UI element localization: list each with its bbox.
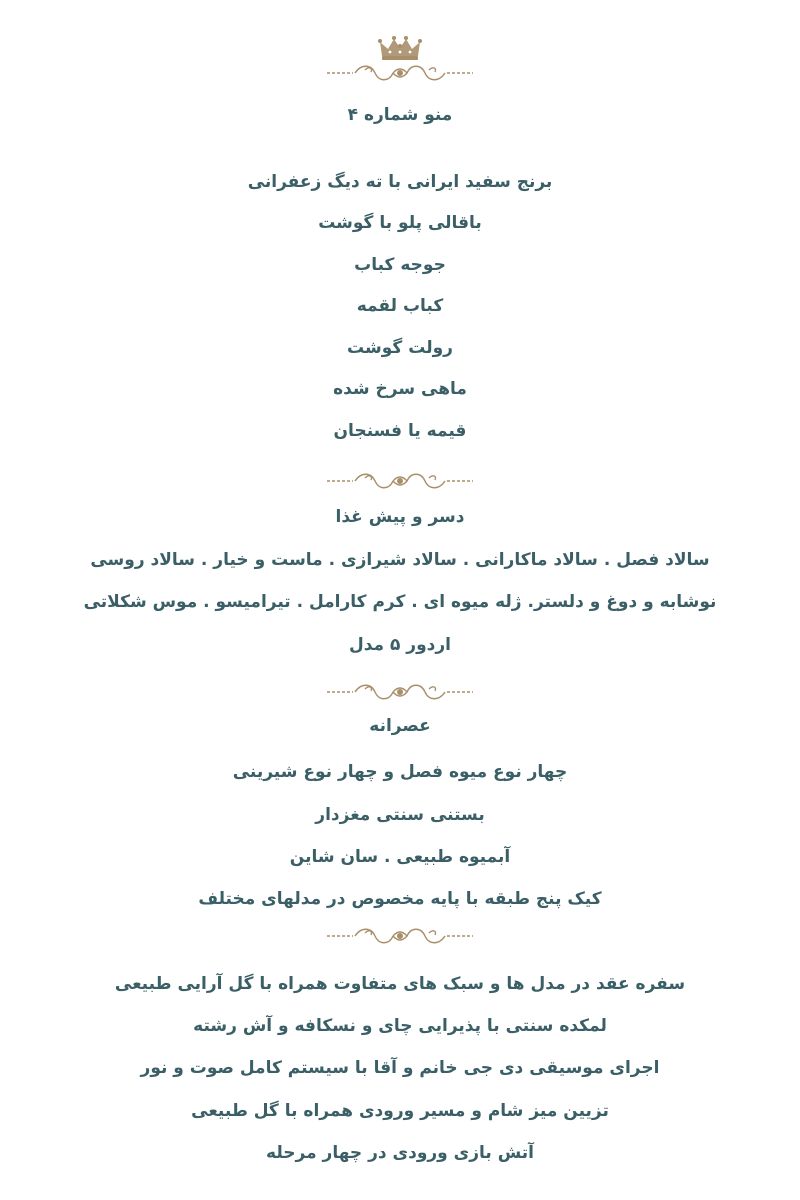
ornamental-divider-icon <box>0 925 800 947</box>
afternoon-heading: عصرانه <box>369 716 431 736</box>
service-line: تزیین میز شام و مسیر ورودی همراه با گل طبیعی <box>191 1101 609 1121</box>
service-line: اجرای موسیقی دی جی خانم و آقا با سیستم کامل صوت و نور <box>140 1058 660 1078</box>
dessert-heading: دسر و پیش غذا <box>335 507 465 527</box>
ornamental-divider-icon <box>0 681 800 703</box>
main-dish-item: قیمه یا فسنجان <box>333 421 467 441</box>
dessert-line: نوشابه و دوغ و دلستر. ژله میوه ای . کرم کارامل . تیرامیسو . موس شکلاتی <box>83 592 717 612</box>
main-dish-item: رولت گوشت <box>347 338 453 358</box>
main-dish-item: جوجه کباب <box>354 255 446 275</box>
service-line: آتش بازی ورودی در چهار مرحله <box>266 1143 534 1163</box>
ornamental-divider-icon <box>0 470 800 492</box>
dessert-line: سالاد فصل . سالاد ماکارانی . سالاد شیرازی . ماست و خیار . سالاد روسی <box>90 550 710 570</box>
service-line: سفره عقد در مدل ها و سبک های متفاوت همراه با گل آرایی طبیعی <box>114 974 686 994</box>
ornamental-divider-icon <box>0 62 800 84</box>
main-dish-item: کباب لقمه <box>356 296 444 316</box>
afternoon-line: کیک پنج طبقه با پایه مخصوص در مدلهای مختلف <box>198 889 602 909</box>
dessert-line: اردور ۵ مدل <box>348 635 452 655</box>
afternoon-line: آبمیوه طبیعی . سان شاین <box>289 847 511 867</box>
afternoon-line: چهار نوع میوه فصل و چهار نوع شیرینی <box>232 762 568 782</box>
service-line: لمکده سنتی با پذیرایی چای و نسکافه و آش رشته <box>193 1016 607 1036</box>
afternoon-line: بستنی سنتی مغزدار <box>315 805 485 825</box>
main-dish-item: ماهی سرخ شده <box>333 379 467 399</box>
main-dish-item: برنج سفید ایرانی با ته دیگ زعفرانی <box>247 172 553 192</box>
crown-icon <box>0 36 800 62</box>
menu-title: منو شماره ۴ <box>347 105 453 125</box>
main-dish-item: باقالی پلو با گوشت <box>318 213 482 233</box>
